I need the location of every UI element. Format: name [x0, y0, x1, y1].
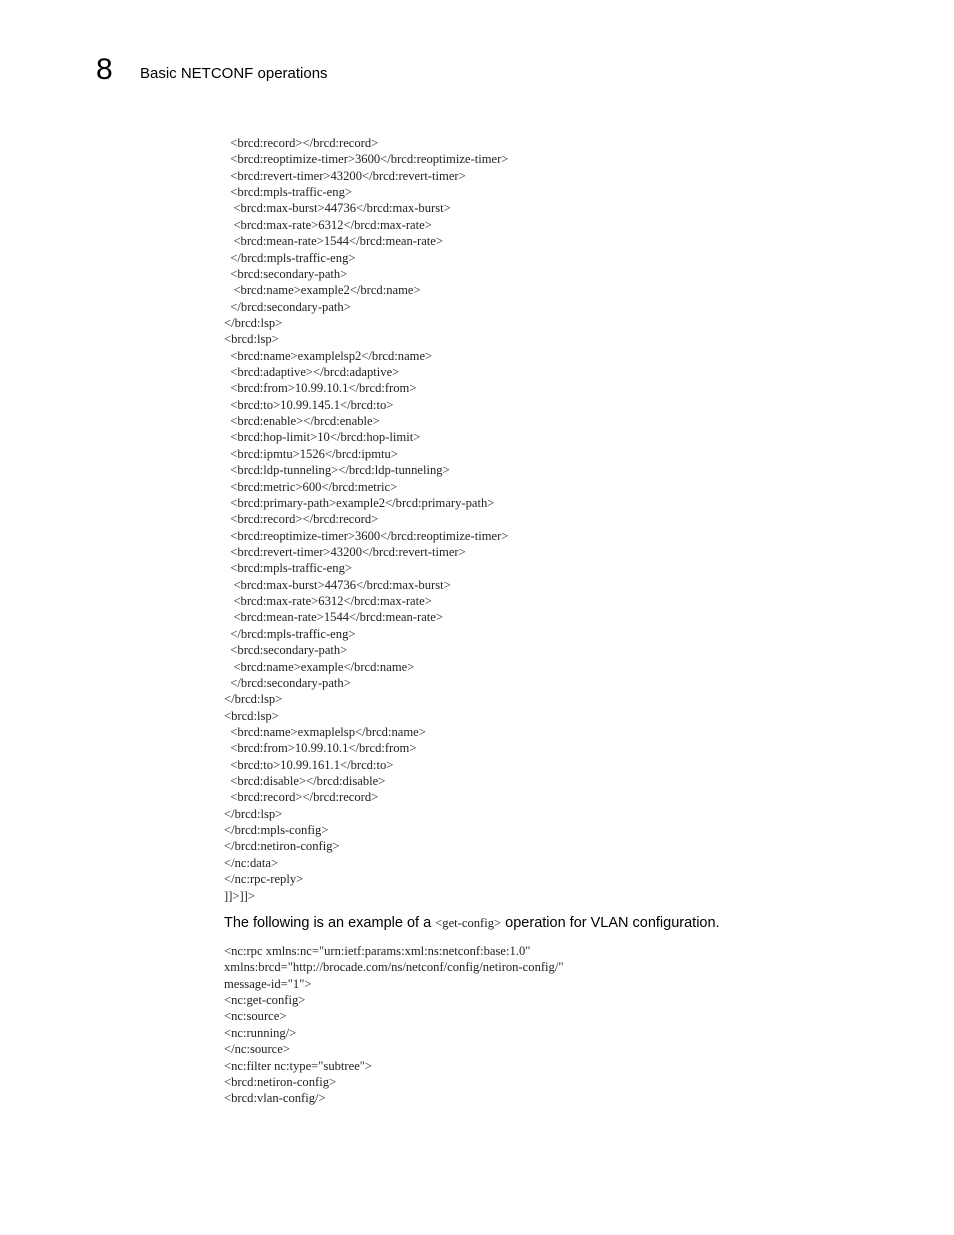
code-line: <brcd:max-rate>6312</brcd:max-rate>	[224, 217, 432, 232]
code-line: <brcd:record></brcd:record>	[224, 790, 379, 805]
code-line: <brcd:ldp-tunneling></brcd:ldp-tunneling>	[224, 463, 450, 478]
code-line: </brcd:secondary-path>	[224, 299, 351, 314]
code-line: xmlns:brcd="http://brocade.com/ns/netconf/config/netiron-config/"	[224, 960, 564, 975]
code-line: </nc:rpc-reply>	[224, 872, 304, 887]
code-line: <brcd:reoptimize-timer>3600</brcd:reoptimize-timer>	[224, 528, 509, 543]
code-block-lsp-config	[224, 135, 508, 904]
code-line: <brcd:to>10.99.161.1</brcd:to>	[224, 757, 394, 772]
code-line: <brcd:mean-rate>1544</brcd:mean-rate>	[224, 610, 443, 625]
code-line: <brcd:max-rate>6312</brcd:max-rate>	[224, 594, 432, 609]
code-line: message-id="1">	[224, 976, 312, 991]
code-line: <brcd:name>example2</brcd:name>	[224, 283, 421, 298]
code-line: <brcd:revert-timer>43200</brcd:revert-timer>	[224, 168, 466, 183]
chapter-title: Basic NETCONF operations	[140, 65, 328, 82]
code-line: <brcd:reoptimize-timer>3600</brcd:reoptimize-timer>	[224, 152, 509, 167]
paragraph-text-after: operation for VLAN configuration.	[501, 915, 720, 931]
code-line: <brcd:name>examplelsp2</brcd:name>	[224, 348, 433, 363]
code-line: <brcd:hop-limit>10</brcd:hop-limit>	[224, 430, 421, 445]
code-line: <brcd:name>example</brcd:name>	[224, 659, 415, 674]
code-line: <brcd:record></brcd:record>	[224, 136, 379, 150]
code-line: <nc:source>	[224, 1009, 287, 1024]
code-line: </nc:data>	[224, 855, 279, 870]
code-line: </brcd:lsp>	[224, 315, 283, 330]
code-line: </brcd:mpls-config>	[224, 823, 329, 838]
paragraph-text-before: The following is an example of a	[224, 915, 436, 931]
code-line: <brcd:secondary-path>	[224, 266, 348, 281]
code-line: <brcd:lsp>	[224, 332, 279, 347]
code-line: </brcd:lsp>	[224, 806, 283, 821]
code-line: <brcd:name>exmaplelsp</brcd:name>	[224, 724, 426, 739]
chapter-number: 8	[96, 53, 113, 86]
code-line: <brcd:max-burst>44736</brcd:max-burst>	[224, 201, 451, 216]
code-line: </brcd:mpls-traffic-eng>	[224, 250, 356, 265]
code-line: <brcd:netiron-config>	[224, 1074, 337, 1089]
code-line: <brcd:adaptive></brcd:adaptive>	[224, 365, 400, 380]
code-line: <nc:running/>	[224, 1025, 297, 1040]
code-line: <nc:rpc xmlns:nc="urn:ietf:params:xml:ns:netconf:base:1.0"	[224, 944, 531, 958]
code-line: </brcd:secondary-path>	[224, 675, 351, 690]
code-line: <brcd:max-burst>44736</brcd:max-burst>	[224, 577, 451, 592]
code-line: <brcd:disable></brcd:disable>	[224, 774, 386, 789]
code-line: </nc:source>	[224, 1042, 290, 1057]
code-line: <brcd:record></brcd:record>	[224, 512, 379, 527]
code-line: <brcd:secondary-path>	[224, 643, 348, 658]
code-block-vlan-get-config	[224, 943, 564, 1107]
code-line: <brcd:from>10.99.10.1</brcd:from>	[224, 381, 417, 396]
code-line: <brcd:vlan-config/>	[224, 1091, 326, 1106]
code-line: <brcd:mean-rate>1544</brcd:mean-rate>	[224, 234, 443, 249]
code-line: <brcd:revert-timer>43200</brcd:revert-timer>	[224, 544, 466, 559]
code-line: <brcd:lsp>	[224, 708, 279, 723]
code-line: </brcd:mpls-traffic-eng>	[224, 626, 356, 641]
code-line: <brcd:ipmtu>1526</brcd:ipmtu>	[224, 446, 398, 461]
code-line: </brcd:netiron-config>	[224, 839, 340, 854]
inline-code-get-config: <get-config>	[435, 916, 502, 930]
code-line: <brcd:mpls-traffic-eng>	[224, 561, 352, 576]
code-line: <brcd:metric>600</brcd:metric>	[224, 479, 398, 494]
code-line: <nc:filter nc:type="subtree">	[224, 1058, 373, 1073]
code-line: <brcd:to>10.99.145.1</brcd:to>	[224, 397, 394, 412]
code-line: <nc:get-config>	[224, 993, 306, 1008]
code-line: <brcd:mpls-traffic-eng>	[224, 185, 352, 200]
code-line: <brcd:primary-path>example2</brcd:primary-path>	[224, 495, 495, 510]
code-line: <brcd:enable></brcd:enable>	[224, 414, 380, 429]
code-line: <brcd:from>10.99.10.1</brcd:from>	[224, 741, 417, 756]
code-line: </brcd:lsp>	[224, 692, 283, 707]
code-line: ]]>]]>	[224, 888, 255, 903]
body-paragraph	[224, 913, 720, 933]
